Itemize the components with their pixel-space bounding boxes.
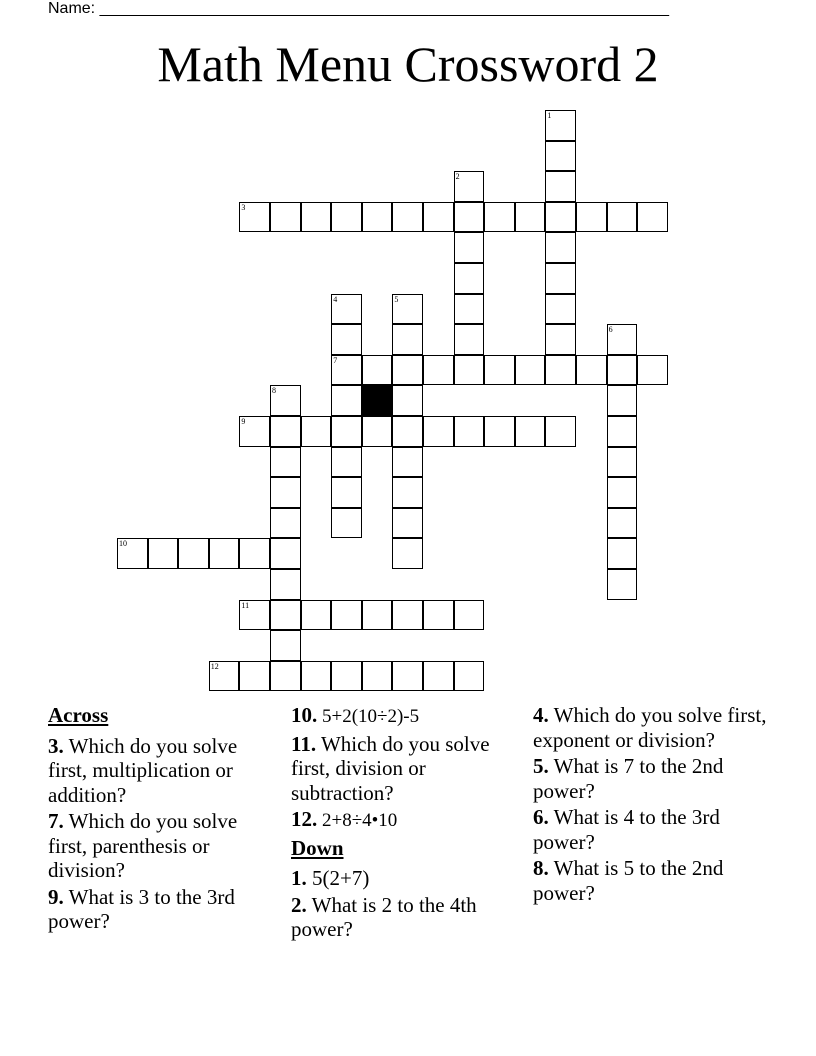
crossword-cell[interactable] bbox=[331, 324, 362, 355]
crossword-cell[interactable] bbox=[239, 661, 270, 692]
crossword-cell[interactable] bbox=[454, 324, 485, 355]
crossword-cell[interactable] bbox=[392, 355, 423, 386]
clue-number: 10. bbox=[291, 703, 318, 727]
crossword-cell[interactable] bbox=[331, 477, 362, 508]
crossword-cell[interactable] bbox=[392, 202, 423, 233]
cell-number: 2 bbox=[455, 172, 460, 182]
clue-number: 8. bbox=[533, 856, 549, 880]
crossword-cell[interactable] bbox=[545, 263, 576, 294]
clue-number: 11. bbox=[291, 731, 317, 756]
crossword-cell[interactable] bbox=[331, 447, 362, 478]
clue-text: What is 7 to the 2nd power? bbox=[533, 754, 724, 803]
crossword-cell[interactable] bbox=[454, 661, 485, 692]
crossword-cell[interactable] bbox=[178, 538, 209, 569]
crossword-cell[interactable] bbox=[331, 600, 362, 631]
crossword-cell[interactable] bbox=[331, 508, 362, 539]
crossword-cell[interactable] bbox=[515, 355, 546, 386]
crossword-cell[interactable] bbox=[545, 110, 576, 141]
clue-text: What is 5 to the 2nd power? bbox=[533, 856, 724, 905]
clue-number: 3. bbox=[48, 733, 64, 758]
crossword-cell[interactable] bbox=[423, 202, 454, 233]
crossword-cell[interactable] bbox=[607, 202, 638, 233]
crossword-cell[interactable] bbox=[454, 202, 485, 233]
clue-down-4 bbox=[533, 703, 773, 752]
clue-text: Which do you solve first, exponent or division? bbox=[533, 703, 767, 752]
crossword-cell[interactable] bbox=[484, 202, 515, 233]
clue-number: 6. bbox=[533, 805, 549, 829]
crossword-cell[interactable] bbox=[484, 355, 515, 386]
crossword-cell[interactable] bbox=[545, 232, 576, 263]
crossword-cell[interactable] bbox=[607, 355, 638, 386]
crossword-cell[interactable] bbox=[545, 324, 576, 355]
crossword-cell[interactable] bbox=[515, 416, 546, 447]
crossword-cell[interactable] bbox=[331, 294, 362, 325]
clue-across-10 bbox=[291, 703, 523, 730]
clue-number: 7. bbox=[48, 809, 64, 833]
clues-column-1 bbox=[48, 703, 276, 936]
crossword-cell[interactable] bbox=[545, 416, 576, 447]
crossword-cell[interactable] bbox=[301, 416, 332, 447]
crossword-cell[interactable] bbox=[454, 294, 485, 325]
crossword-cell[interactable] bbox=[301, 600, 332, 631]
clue-across-12 bbox=[291, 807, 523, 834]
crossword-cell[interactable] bbox=[331, 661, 362, 692]
crossword-cell[interactable] bbox=[576, 355, 607, 386]
crossword-cell[interactable] bbox=[545, 141, 576, 172]
crossword-cell[interactable] bbox=[454, 416, 485, 447]
crossword-cell[interactable] bbox=[270, 538, 301, 569]
crossword-cell[interactable] bbox=[362, 600, 393, 631]
clue-down-8 bbox=[533, 856, 773, 905]
crossword-cell[interactable] bbox=[270, 385, 301, 416]
clue-number: 5. bbox=[533, 754, 549, 778]
crossword-cell[interactable] bbox=[270, 569, 301, 600]
crossword-cell[interactable] bbox=[484, 416, 515, 447]
crossword-cell[interactable] bbox=[270, 416, 301, 447]
crossword-cell[interactable] bbox=[239, 416, 270, 447]
crossword-cell[interactable] bbox=[117, 538, 148, 569]
clue-text: Which do you solve first, division or subtraction? bbox=[291, 731, 490, 805]
crossword-cell[interactable] bbox=[239, 600, 270, 631]
crossword-cell[interactable] bbox=[607, 447, 638, 478]
clue-text: What is 4 to the 3rd power? bbox=[533, 805, 720, 854]
crossword-cell[interactable] bbox=[545, 294, 576, 325]
crossword-cell[interactable] bbox=[545, 202, 576, 233]
clue-number: 2. bbox=[291, 892, 307, 917]
crossword-black-cell bbox=[362, 385, 393, 416]
crossword-cell[interactable] bbox=[270, 661, 301, 692]
crossword-cell[interactable] bbox=[148, 538, 179, 569]
crossword-cell[interactable] bbox=[392, 416, 423, 447]
crossword-cell[interactable] bbox=[607, 538, 638, 569]
crossword-cell[interactable] bbox=[637, 202, 668, 233]
crossword-cell[interactable] bbox=[392, 294, 423, 325]
crossword-cell[interactable] bbox=[392, 477, 423, 508]
crossword-cell[interactable] bbox=[270, 447, 301, 478]
crossword-cell[interactable] bbox=[301, 202, 332, 233]
crossword-cell[interactable] bbox=[392, 447, 423, 478]
crossword-cell[interactable] bbox=[576, 202, 607, 233]
crossword-cell[interactable] bbox=[392, 538, 423, 569]
cell-number: 8 bbox=[272, 386, 276, 396]
cell-number: 5 bbox=[394, 294, 399, 304]
name-line[interactable]: Name: ________________________________________________________________ bbox=[48, 0, 670, 17]
crossword-cell[interactable] bbox=[392, 508, 423, 539]
crossword-cell[interactable] bbox=[423, 416, 454, 447]
crossword-cell[interactable] bbox=[270, 202, 301, 233]
crossword-cell[interactable] bbox=[515, 202, 546, 233]
clue-across-11 bbox=[291, 732, 523, 806]
crossword-cell[interactable] bbox=[454, 263, 485, 294]
crossword-cell[interactable] bbox=[331, 385, 362, 416]
clues-column-3 bbox=[533, 703, 773, 907]
crossword-cell[interactable] bbox=[607, 569, 638, 600]
crossword-cell[interactable] bbox=[331, 416, 362, 447]
crossword-cell[interactable] bbox=[545, 355, 576, 386]
clue-text: What is 2 to the 4th power? bbox=[291, 892, 477, 941]
crossword-cell[interactable] bbox=[392, 385, 423, 416]
across-heading: Across bbox=[48, 703, 109, 727]
crossword-cell[interactable] bbox=[454, 600, 485, 631]
crossword-cell[interactable] bbox=[423, 600, 454, 631]
crossword-cell[interactable] bbox=[607, 385, 638, 416]
crossword-cell[interactable] bbox=[607, 508, 638, 539]
crossword-cell[interactable] bbox=[392, 324, 423, 355]
clue-across-3 bbox=[48, 734, 276, 808]
clue-down-2 bbox=[291, 893, 523, 942]
crossword-cell[interactable] bbox=[270, 477, 301, 508]
clue-text: Which do you solve first, multiplication or addition? bbox=[48, 733, 238, 807]
crossword-cell[interactable] bbox=[331, 355, 362, 386]
clue-number: 9. bbox=[48, 884, 64, 909]
cell-number: 11 bbox=[241, 600, 250, 610]
crossword-cell[interactable] bbox=[392, 600, 423, 631]
cell-number: 9 bbox=[241, 417, 246, 426]
crossword-cell[interactable] bbox=[362, 416, 393, 447]
clue-text: What is 3 to the 3rd power? bbox=[48, 884, 235, 933]
cell-number: 1 bbox=[547, 111, 552, 120]
clue-text: 5+2(10÷2)-5 bbox=[322, 706, 420, 727]
down-heading: Down bbox=[291, 835, 344, 860]
crossword-cell[interactable] bbox=[423, 355, 454, 386]
cell-number: 6 bbox=[608, 325, 613, 335]
clue-text: Which do you solve first, parenthesis or division? bbox=[48, 809, 238, 882]
crossword-cell[interactable] bbox=[209, 538, 240, 569]
cell-number: 4 bbox=[333, 294, 338, 304]
clue-down-6 bbox=[533, 805, 773, 854]
crossword-cell[interactable] bbox=[637, 355, 668, 386]
crossword-cell[interactable] bbox=[362, 355, 393, 386]
crossword-cell[interactable] bbox=[239, 538, 270, 569]
clue-number: 12. bbox=[291, 807, 318, 831]
cell-number: 7 bbox=[333, 355, 338, 365]
crossword-cell[interactable] bbox=[392, 661, 423, 692]
clue-number: 1. bbox=[291, 866, 307, 890]
crossword-cell[interactable] bbox=[423, 661, 454, 692]
crossword-cell[interactable] bbox=[607, 324, 638, 355]
crossword-cell[interactable] bbox=[362, 202, 393, 233]
crossword-cell[interactable] bbox=[239, 202, 270, 233]
crossword-cell[interactable] bbox=[270, 600, 301, 631]
clue-text: 2+8÷4•10 bbox=[322, 810, 398, 831]
crossword-cell[interactable] bbox=[454, 355, 485, 386]
crossword-cell[interactable] bbox=[209, 661, 240, 692]
crossword-cell[interactable] bbox=[545, 171, 576, 202]
clue-down-5 bbox=[533, 754, 773, 803]
cell-number: 10 bbox=[119, 539, 127, 549]
crossword-cell[interactable] bbox=[301, 661, 332, 692]
clue-across-7 bbox=[48, 809, 276, 883]
clue-text: 5(2+7) bbox=[312, 866, 370, 890]
crossword-cell[interactable] bbox=[607, 416, 638, 447]
crossword-cell[interactable] bbox=[362, 661, 393, 692]
clues-column-2 bbox=[291, 703, 523, 944]
clue-across-9 bbox=[48, 885, 276, 934]
crossword-cell[interactable] bbox=[331, 202, 362, 233]
clue-down-1 bbox=[291, 866, 523, 891]
cell-number: 12 bbox=[210, 661, 219, 671]
crossword-cell[interactable] bbox=[454, 171, 485, 202]
crossword-cell[interactable] bbox=[270, 508, 301, 539]
crossword-cell[interactable] bbox=[454, 232, 485, 263]
clue-number: 4. bbox=[533, 703, 549, 727]
crossword-cell[interactable] bbox=[607, 477, 638, 508]
crossword-cell[interactable] bbox=[270, 630, 301, 661]
page-title: Math Menu Crossword 2 bbox=[157, 36, 659, 92]
cell-number: 3 bbox=[241, 202, 246, 212]
